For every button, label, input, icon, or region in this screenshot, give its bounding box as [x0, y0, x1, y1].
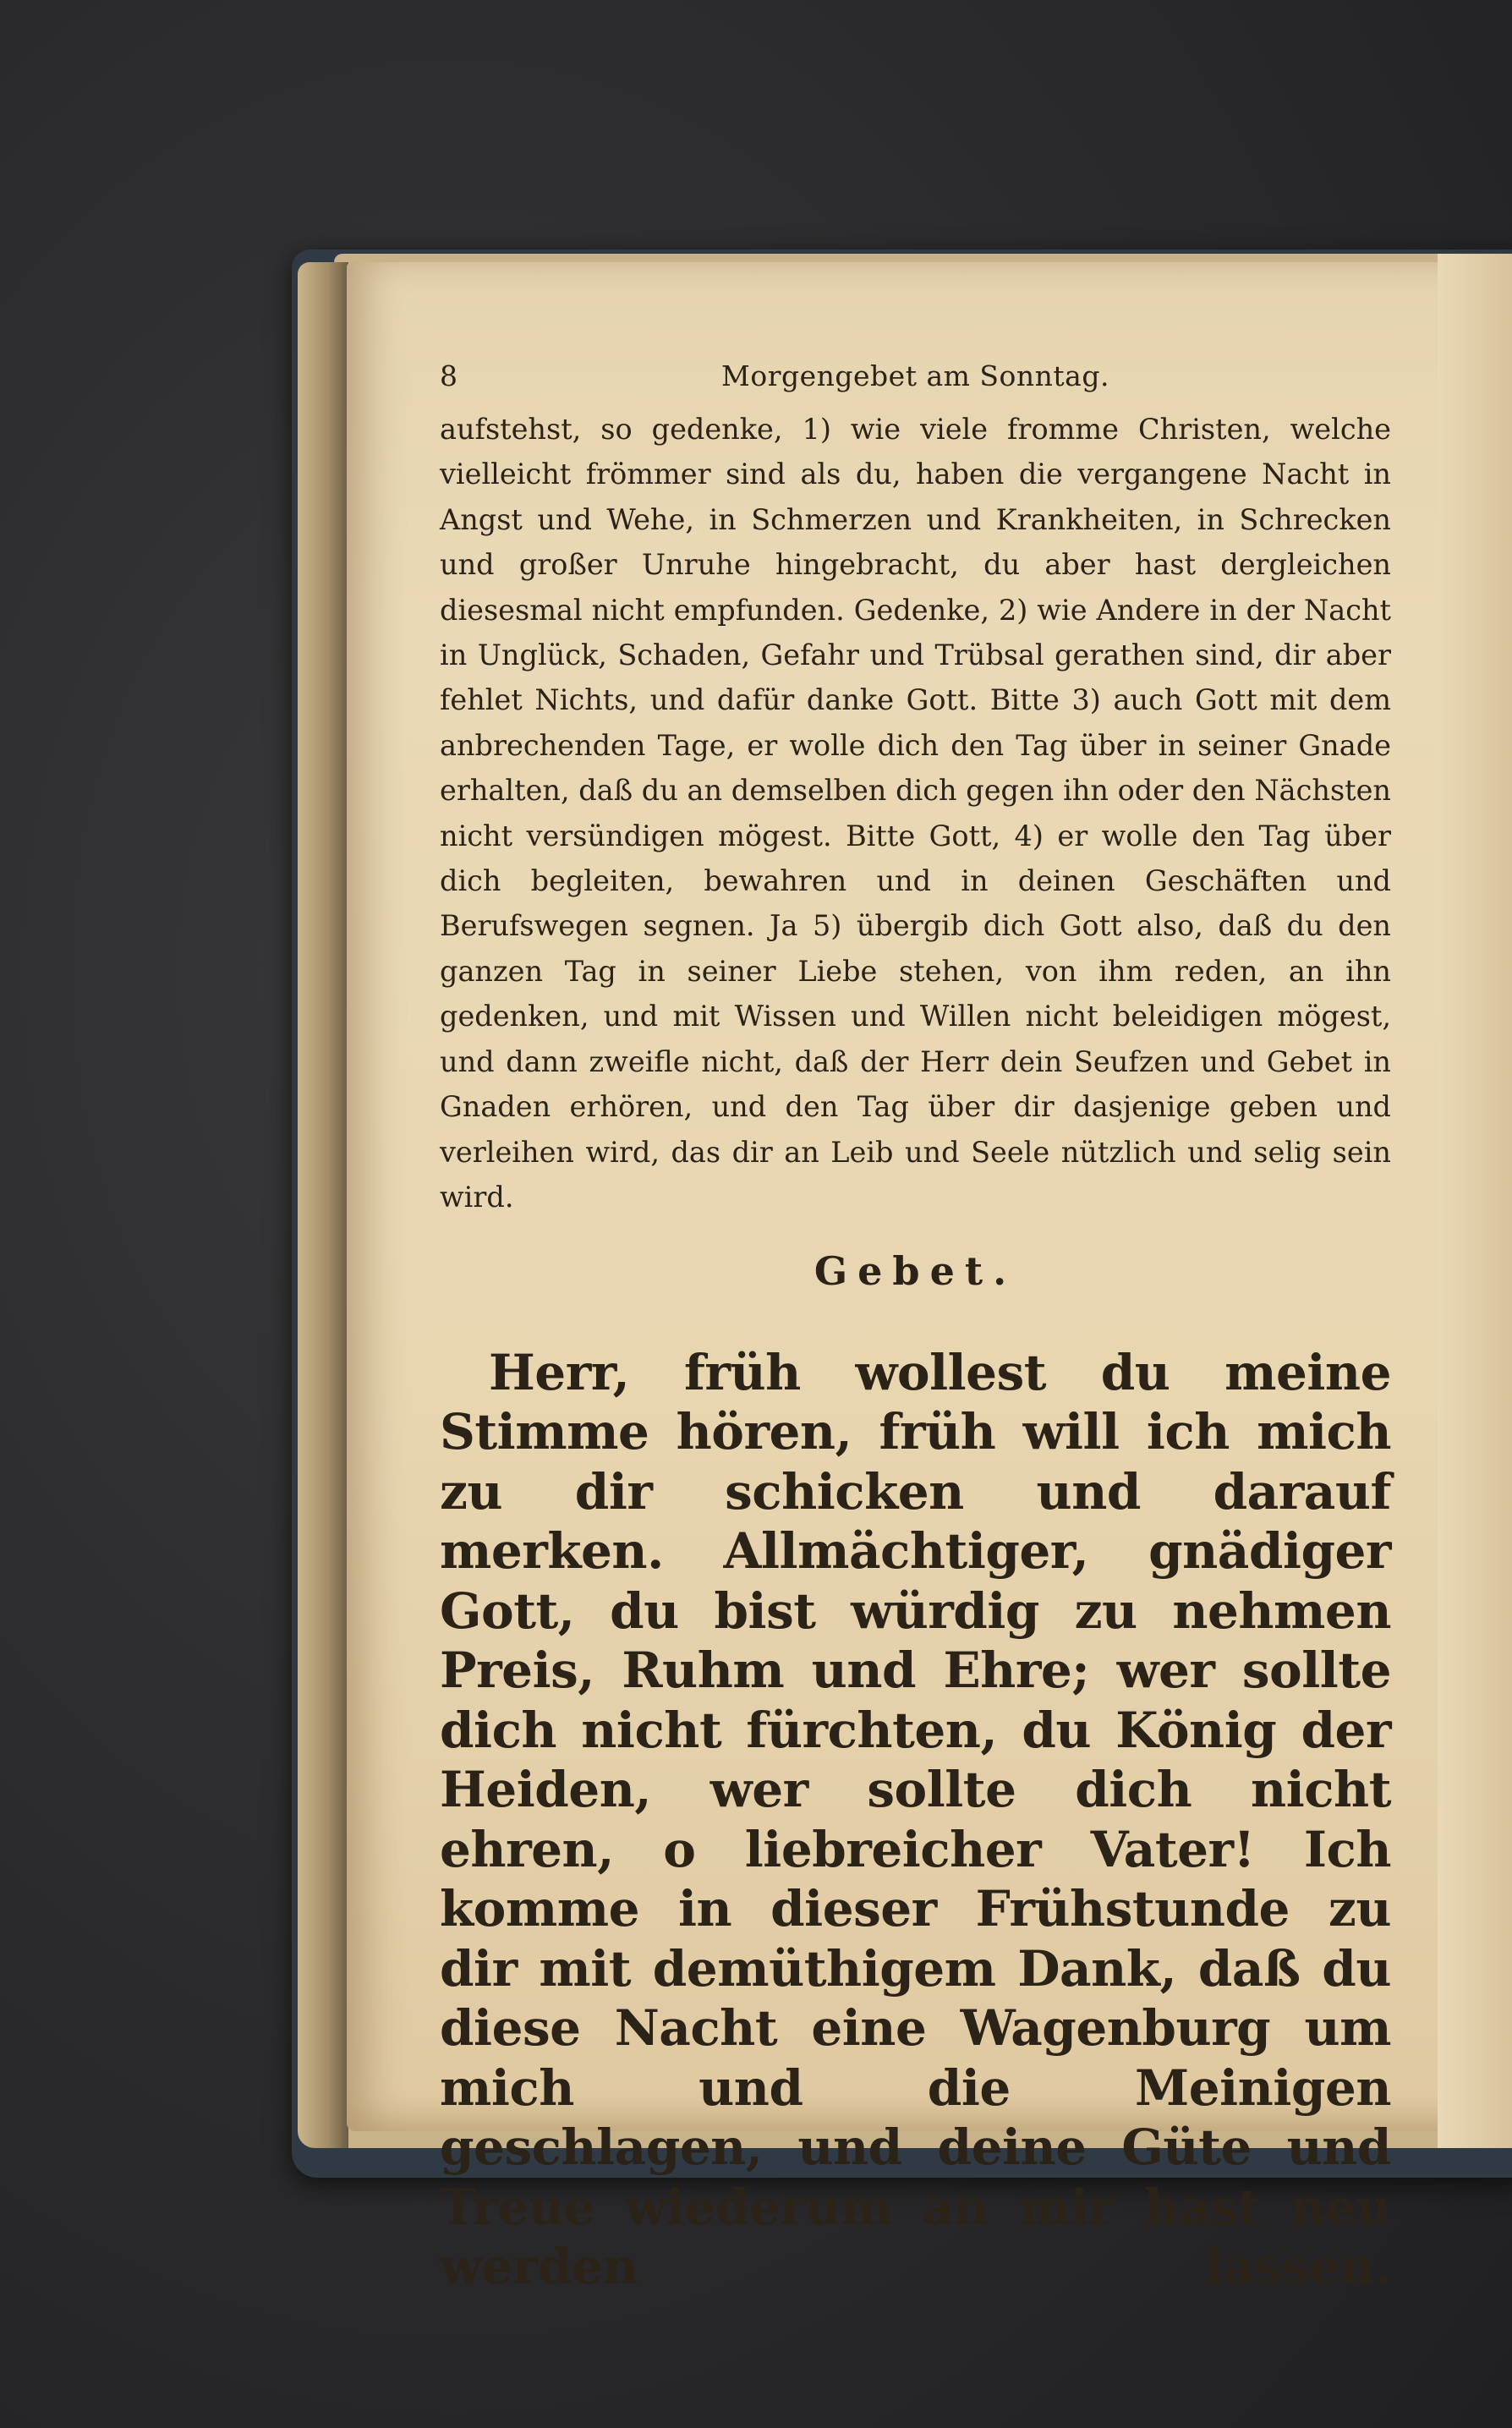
body-paragraph: aufstehst, so gedenke, 1) wie viele fromme Christen, welche vielleicht frömmer sind als du, haben die vergangene Nacht in Angst und Wehe, in Schmerzen und Krankheiten, in Schrecken und großer Unruhe hingebracht, du aber hast dergleichen diesesmal nicht empfunden. Gedenke, 2) wie Andere in der Nacht in Unglück, Schaden, Gefahr und Trübsal gerathen sind, dir aber fehlet Nichts, und dafür danke Gott. Bitte 3) auch Gott mit dem anbrechenden Tage, er wolle dich den Tag über in seiner Gnade erhalten, daß du an demselben dich gegen ihn oder den Nächsten nicht versündigen mögest. Bitte Gott, 4) er wolle den Tag über dich begleiten, bewahren und in deinen Geschäften und Berufswegen segnen. Ja 5) übergib dich Gott also, daß du den ganzen Tag in seiner Liebe stehen, von ihm reden, an ihn gedenken, und mit Wissen und Willen nicht beleidigen mögest, und dann zweifle nicht, daß der Herr dein Seufzen und Gebet in Gnaden erhören, und den Tag über dir dasjenige geben und verleihen wird, das dir an Leib und Seele nützlich und selig sein wird. — [440, 413, 1391, 1214]
prayer-paragraph: Herr, früh wollest du meine Stimme hören, früh will ich mich zu dir schicken und darauf merken. Allmächtiger, gnädiger Gott, du bist würdig zu nehmen Preis, Ruhm und Ehre; wer sollte dich nicht fürchten, du König der Heiden, wer sollte dich nicht ehren, o liebreicher Vater! Ich komme in dieser Frühstunde zu dir mit demüthigem Dank, daß du diese Nacht eine Wagenburg um mich und die Meinigen geschlagen, und deine Güte und Treue wiederum an mir hast neu werden lassen. — [440, 1343, 1391, 2296]
book-spine-edge — [298, 262, 348, 2148]
prayer-heading: Gebet. — [814, 1247, 1017, 1294]
page-number: 8 — [440, 359, 458, 392]
page-content — [440, 359, 1391, 2346]
page-fore-edge — [1438, 254, 1512, 2148]
page-header — [440, 359, 1391, 402]
running-head: Morgengebet am Sonntag. — [721, 359, 1109, 392]
